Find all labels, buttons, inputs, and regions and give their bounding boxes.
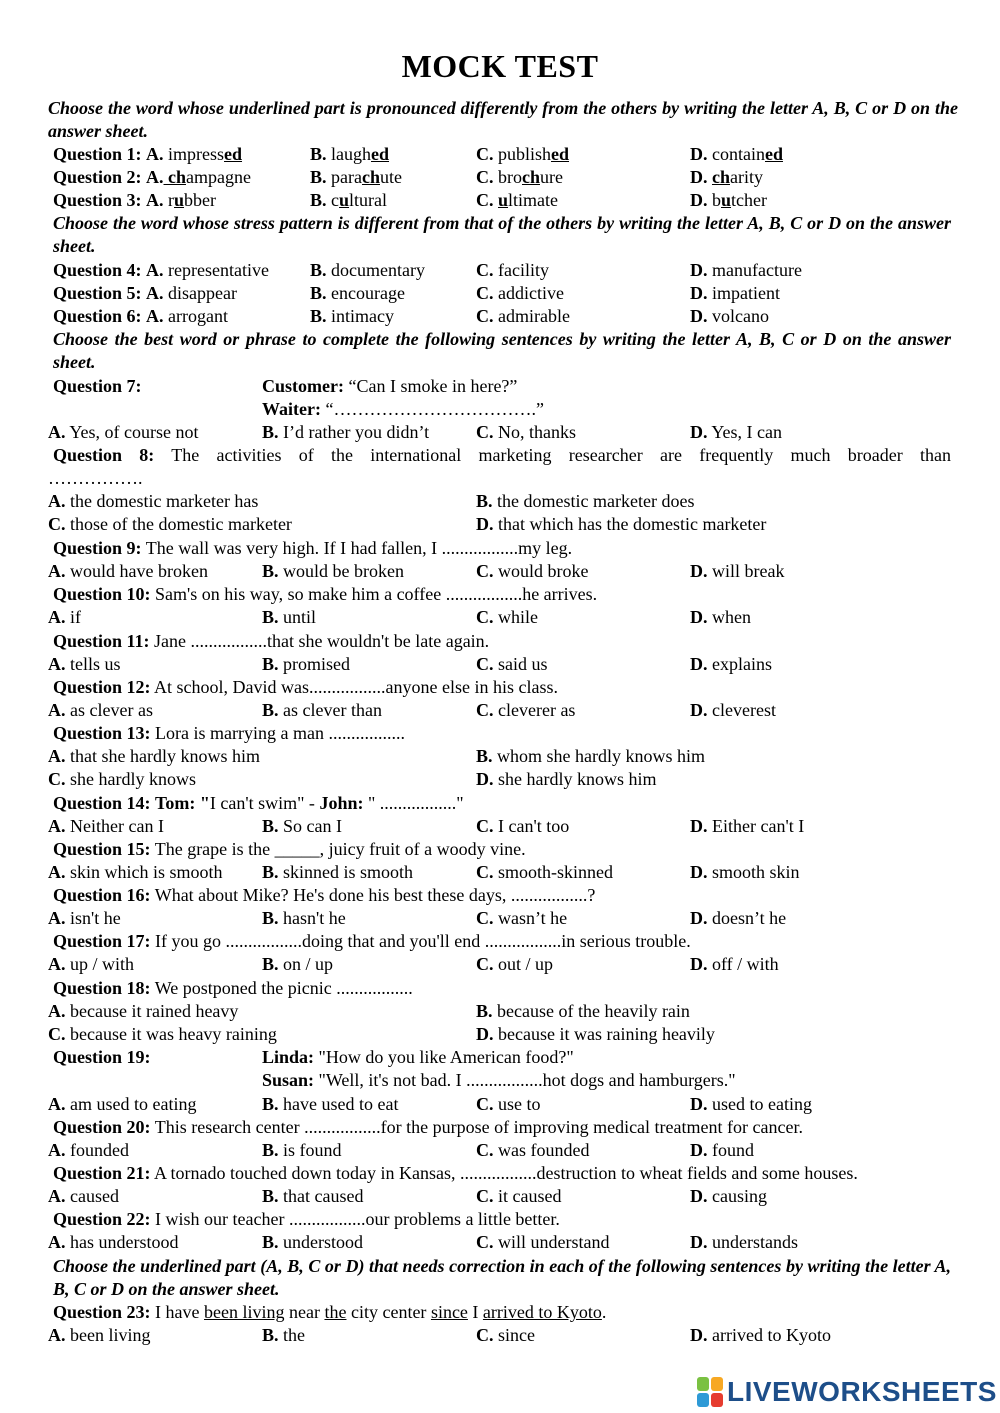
question-12: Question 12: At school, David was.................anyone else in his class. (53, 677, 558, 697)
question-8-blank: ……………. (48, 468, 143, 488)
instruction-error: Choose the underlined part (A, B, C or D) that needs correction in each of the following sentences by writing the letter A, B, C or D on the answer sheet. (53, 1256, 951, 1299)
question-1: Question 1: A. impressed B. laughed C. published D. contained (53, 144, 783, 164)
question-9: Question 9: The wall was very high. If I had fallen, I .................my leg. (53, 538, 573, 558)
question-7-reply: Waiter: “…………………………….” (262, 399, 544, 419)
question-21-options: A. caused B. that caused C. it caused D. causing (48, 1186, 767, 1206)
question-10-options: A. if B. until C. while D. when (48, 607, 751, 627)
question-7: Question 7: Customer: “Can I smoke in here?” (53, 376, 518, 396)
question-7-options: A. Yes, of course not B. I’d rather you didn’t C. No, thanks D. Yes, I can (48, 422, 783, 442)
question-15: Question 15: The grape is the _____, juicy fruit of a woody vine. (53, 839, 526, 859)
instruction-pronunciation: Choose the word whose underlined part is pronounced differently from the others by writing the letter A, B, C or D on the answer sheet. (48, 98, 958, 141)
question-9-options: A. would have broken B. would be broken C. would broke D. will break (48, 561, 785, 581)
question-10: Question 10: Sam's on his way, so make him a coffee .................he arrives. (53, 584, 598, 604)
question-18-options-ab: A. because it rained heavy B. because of the heavily rain (48, 1001, 690, 1021)
liveworksheets-logo[interactable] (697, 1375, 997, 1409)
question-14-options: A. Neither can I B. So can I C. I can't too D. Either can't I (48, 816, 805, 836)
page-title: MOCK TEST (401, 48, 599, 84)
question-5: Question 5: A. disappear B. encourage C. addictive D. impatient (53, 283, 780, 303)
question-17-options: A. up / with B. on / up C. out / up D. off / with (48, 954, 779, 974)
question-19-options: A. am used to eating B. have used to eat C. use to D. used to eating (48, 1094, 812, 1114)
question-20-options: A. founded B. is found C. was founded D. found (48, 1140, 754, 1160)
question-19-reply: Susan: "Well, it's not bad. I .................hot dogs and hamburgers." (262, 1070, 736, 1090)
question-23: Question 23: I have been living near the city center since I arrived to Kyoto. (53, 1302, 607, 1322)
question-13-options-cd: C. she hardly knows D. she hardly knows him (48, 769, 657, 789)
question-18-options-cd: C. because it was heavy raining D. because it was raining heavily (48, 1024, 715, 1044)
question-23-options: A. been living B. the C. since D. arrived to Kyoto (48, 1325, 831, 1345)
question-13-options-ab: A. that she hardly knows him B. whom she hardly knows him (48, 746, 705, 766)
question-4: Question 4: A. representative B. documentary C. facility D. manufacture (53, 260, 802, 280)
question-11: Question 11: Jane .................that she wouldn't be late again. (53, 631, 490, 651)
liveworksheets-logo-icon (697, 1377, 723, 1407)
question-13: Question 13: Lora is marrying a man ................. (53, 723, 405, 743)
question-8-options-ab: A. the domestic marketer has B. the domestic marketer does (48, 491, 695, 511)
question-22: Question 22: I wish our teacher .................our problems a little better. (53, 1209, 560, 1229)
question-8-options-cd: C. those of the domestic marketer D. that which has the domestic marketer (48, 514, 767, 534)
question-8: Question 8: The activities of the international marketing researcher are frequently much broader than (53, 445, 951, 465)
logo-text: LIVEWORKSHEETS (727, 1376, 997, 1407)
question-18: Question 18: We postponed the picnic ................. (53, 978, 413, 998)
question-22-options: A. has understood B. understood C. will understand D. understands (48, 1232, 798, 1252)
question-6: Question 6: A. arrogant B. intimacy C. admirable D. volcano (53, 306, 769, 326)
question-21: Question 21: A tornado touched down today in Kansas, .................destruction to wheat fields and some houses. (53, 1163, 858, 1183)
question-12-options: A. as clever as B. as clever than C. cleverer as D. cleverest (48, 700, 776, 720)
question-17: Question 17: If you go .................doing that and you'll end .................in serious trouble. (53, 931, 691, 951)
question-19: Question 19: Linda: "How do you like American food?" (53, 1047, 574, 1067)
question-15-options: A. skin which is smooth B. skinned is smooth C. smooth-skinned D. smooth skin (48, 862, 800, 882)
instruction-stress: Choose the word whose stress pattern is different from that of the others by writing the letter A, B, C or D on the answer sheet. (53, 213, 951, 256)
question-11-options: A. tells us B. promised C. said us D. explains (48, 654, 772, 674)
question-2: Question 2: A. champagne B. parachute C. brochure D. charity (53, 167, 763, 187)
question-16-options: A. isn't he B. hasn't he C. wasn’t he D. doesn’t he (48, 908, 787, 928)
question-20: Question 20: This research center .................for the purpose of improving medical treatment for cancer. (53, 1117, 803, 1137)
question-3: Question 3: A. rubber B. cultural C. ultimate D. butcher (53, 190, 767, 210)
instruction-best-word: Choose the best word or phrase to complete the following sentences by writing the letter A, B, C or D on the answer sheet. (53, 329, 951, 372)
question-16: Question 16: What about Mike? He's done his best these days, .................? (53, 885, 596, 905)
question-14: Question 14: Tom: "I can't swim" - John: " ................." (53, 793, 464, 813)
